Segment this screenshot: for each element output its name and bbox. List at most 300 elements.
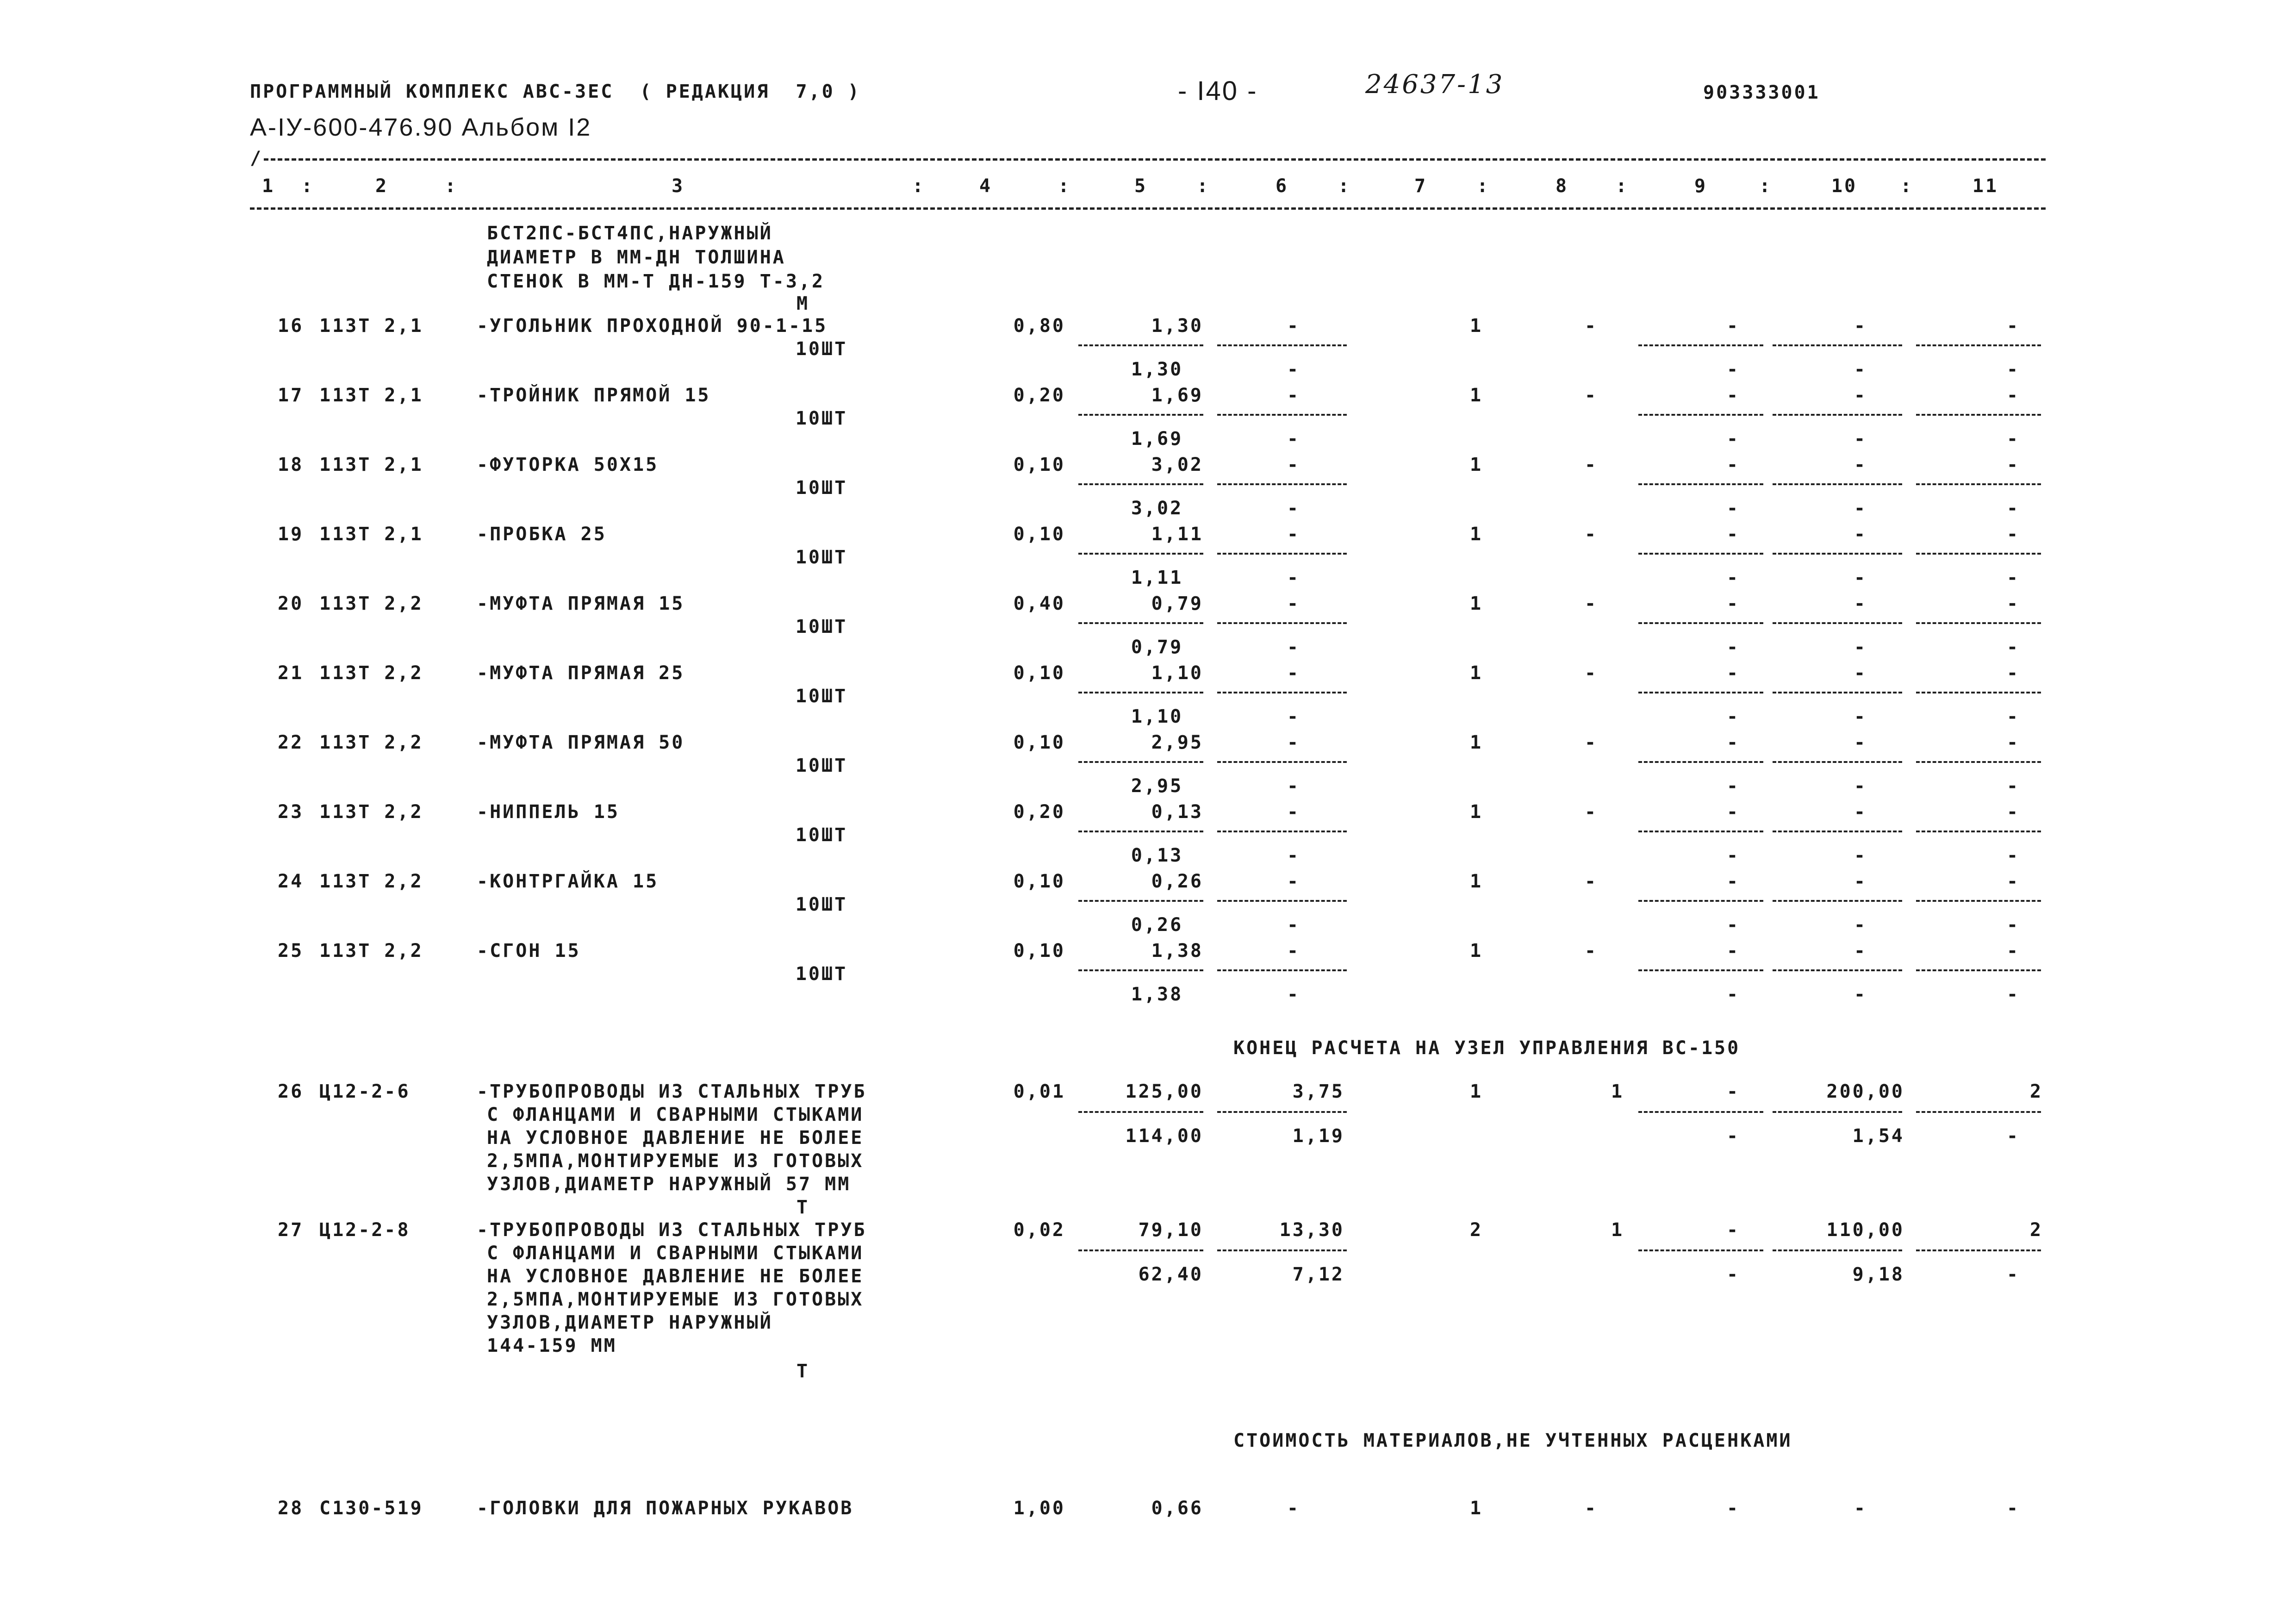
cell-col9-sub: - [1726,1125,1740,1147]
row-unit: 10ШТ [795,408,848,429]
row-unit: 10ШТ [795,547,848,568]
cell-col7: 1 [1469,871,1483,892]
cell-col10: - [1854,524,1867,545]
slash-mark: / [250,148,263,169]
row-code: 113Т 2,2 [319,871,423,892]
cell-col7: 1 [1469,1081,1483,1102]
cell-col11-sub: - [2006,1125,2020,1147]
column-separator: : [1196,175,1210,197]
cell-col10-sub: 9,18 [1852,1264,1904,1285]
cell-col9: - [1726,524,1740,545]
cell-col11-sub: - [2006,1264,2020,1285]
cell-c9-sub: - [1726,706,1740,727]
cell-divider [1217,1111,1347,1113]
cell-col8: - [1584,385,1598,406]
cell-divider [1638,1111,1763,1113]
cell-col4: 0,40 [1013,593,1065,614]
row-unit: 10ШТ [795,616,848,637]
cell-c11-sub: - [2006,567,2020,588]
cell-divider [1217,1249,1347,1251]
cell-col8: - [1584,524,1598,545]
cell-divider [1916,900,2041,902]
cell-col8: - [1584,315,1598,337]
column-header-10: 10 [1831,175,1858,197]
cell-col9: - [1726,662,1740,684]
cell-divider [1078,761,1203,763]
cell-col5: 0,13 [1151,801,1203,823]
cell-c9-sub: - [1726,845,1740,866]
intro-line: БСТ2ПС-БСТ4ПС,НАРУЖНЫЙ [487,223,773,244]
cell-col5: 0,79 [1151,593,1203,614]
cell-col6: - [1287,662,1300,684]
cell-c9-sub: - [1726,359,1740,380]
cell-col8: - [1584,1498,1598,1519]
column-separator: : [1900,175,1914,197]
column-separator: : [1476,175,1490,197]
row-unit: 10ШТ [795,963,848,985]
cell-col5: 125,00 [1125,1081,1203,1102]
cell-col6: - [1287,454,1300,475]
handwritten-number: 24637-13 [1365,69,1505,100]
cell-col4: 0,10 [1013,940,1065,962]
row-description: -КОНТРГАЙКА 15 [477,871,659,892]
cell-c5-sub: 1,10 [1131,706,1183,727]
cell-divider [1078,622,1203,624]
row-description: -НИППЕЛЬ 15 [477,801,620,823]
row-code: 113Т 2,1 [319,524,423,545]
row-code: 113Т 2,2 [319,732,423,753]
row-description: УЗЛОВ,ДИАМЕТР НАРУЖНЫЙ 57 ММ [487,1174,851,1195]
row-unit: Т [796,1197,810,1218]
cell-divider [1773,1111,1902,1113]
cell-col11: - [2006,315,2020,337]
cell-divider [1078,692,1203,693]
cell-col6: 3,75 [1292,1081,1344,1102]
cell-col10: - [1854,593,1867,614]
cell-col5: 1,30 [1151,315,1203,337]
cell-col9-sub: - [1726,1264,1740,1285]
cell-col5: 1,69 [1151,385,1203,406]
page-number: - I40 - [1178,76,1258,106]
row-number: 20 [278,593,304,614]
cell-c6-sub: - [1287,428,1300,450]
cell-col4: 0,01 [1013,1081,1065,1102]
row-number: 22 [278,732,304,753]
cell-col8: 1 [1611,1219,1624,1241]
cell-divider [1916,553,2041,555]
album-title: А-IУ-600-476.90 Альбом I2 [250,113,592,141]
cell-col9: - [1726,1219,1740,1241]
cell-col8: 1 [1611,1081,1624,1102]
cell-col6-sub: 1,19 [1292,1125,1344,1147]
column-header-11: 11 [1972,175,1999,197]
cell-c5-sub: 1,69 [1131,428,1183,450]
cell-col5: 79,10 [1138,1219,1203,1241]
cell-col6: 13,30 [1279,1219,1344,1241]
cell-col11: - [2006,524,2020,545]
cell-col7: 1 [1469,801,1483,823]
row-number: 25 [278,940,304,962]
cell-c10-sub: - [1854,567,1867,588]
cell-divider [1773,969,1902,971]
cell-col6: - [1287,524,1300,545]
cell-col10: - [1854,385,1867,406]
row-number: 27 [278,1219,304,1241]
cell-divider [1078,414,1203,416]
cell-divider [1638,483,1763,485]
cell-c10-sub: - [1854,428,1867,450]
cell-divider [1078,1249,1203,1251]
cell-col4: 1,00 [1013,1498,1065,1519]
cell-col9: - [1726,871,1740,892]
cell-col7: 1 [1469,454,1483,475]
cell-col4: 0,10 [1013,662,1065,684]
cell-col6: - [1287,593,1300,614]
cell-divider [1773,692,1902,693]
cell-divider [1916,622,2041,624]
cell-c5-sub: 3,02 [1131,498,1183,519]
cell-col9: - [1726,732,1740,753]
cell-c11-sub: - [2006,845,2020,866]
cell-col4: 0,80 [1013,315,1065,337]
cell-col9: - [1726,315,1740,337]
cell-col4: 0,20 [1013,801,1065,823]
row-code: С130-519 [319,1498,423,1519]
cell-col9: - [1726,1081,1740,1102]
cell-col10: - [1854,871,1867,892]
row-number: 26 [278,1081,304,1102]
cell-col10: 110,00 [1826,1219,1904,1241]
cell-col8: - [1584,871,1598,892]
cell-c9-sub: - [1726,984,1740,1005]
cell-divider [1916,831,2041,832]
intro-line: СТЕНОК В ММ-Т ДН-159 Т-3,2 [487,271,825,292]
row-description: -ПРОБКА 25 [477,524,607,545]
materials-heading: СТОИМОСТЬ МАТЕРИАЛОВ,НЕ УЧТЕННЫХ РАСЦЕНКАМИ [1233,1430,1792,1451]
row-description: -ГОЛОВКИ ДЛЯ ПОЖАРНЫХ РУКАВОВ [477,1498,854,1519]
column-separator: : [1338,175,1351,197]
cell-divider [1078,900,1203,902]
cell-c6-sub: - [1287,914,1300,936]
cell-c6-sub: - [1287,498,1300,519]
cell-col7: 1 [1469,315,1483,337]
row-description: -СГОН 15 [477,940,581,962]
cell-col8: - [1584,454,1598,475]
cell-c10-sub: - [1854,359,1867,380]
row-number: 21 [278,662,304,684]
cell-c6-sub: - [1287,984,1300,1005]
cell-divider [1916,692,2041,693]
cell-divider [1638,761,1763,763]
column-header-1: 1 [261,175,275,197]
column-header-3: 3 [671,175,685,197]
cell-c6-sub: - [1287,567,1300,588]
cell-col11: 2 [2029,1081,2043,1102]
column-header-8: 8 [1555,175,1569,197]
cell-c5-sub: 0,13 [1131,845,1183,866]
column-header-7: 7 [1414,175,1428,197]
row-number: 18 [278,454,304,475]
cell-divider [1217,969,1347,971]
cell-c5-sub: 0,26 [1131,914,1183,936]
row-description: НА УСЛОВНОЕ ДАВЛЕНИЕ НЕ БОЛЕЕ [487,1266,864,1287]
cell-c6-sub: - [1287,637,1300,658]
cell-c10-sub: - [1854,637,1867,658]
cell-divider [1217,900,1347,902]
cell-c9-sub: - [1726,775,1740,797]
row-unit: 10ШТ [795,477,848,499]
row-description: -МУФТА ПРЯМАЯ 25 [477,662,685,684]
cell-divider [1217,483,1347,485]
cell-col9: - [1726,385,1740,406]
cell-divider [1078,1111,1203,1113]
cell-c5-sub: 2,95 [1131,775,1183,797]
cell-divider [1638,414,1763,416]
cell-c9-sub: - [1726,567,1740,588]
row-unit: 10ШТ [795,824,848,846]
cell-col5: 1,10 [1151,662,1203,684]
cell-col5-sub: 62,40 [1138,1264,1203,1285]
cell-c5-sub: 1,38 [1131,984,1183,1005]
row-description: 2,5МПА,МОНТИРУЕМЫЕ ИЗ ГОТОВЫХ [487,1289,864,1310]
cell-divider [1638,969,1763,971]
cell-divider [1638,553,1763,555]
row-description: -УГОЛЬНИК ПРОХОДНОЙ 90-1-15 [477,315,828,337]
cell-col6: - [1287,385,1300,406]
row-description: -МУФТА ПРЯМАЯ 50 [477,732,685,753]
cell-col6: - [1287,940,1300,962]
cell-col10: 200,00 [1826,1081,1904,1102]
cell-col4: 0,20 [1013,385,1065,406]
cell-col5: 1,11 [1151,524,1203,545]
cell-col5-sub: 114,00 [1125,1125,1203,1147]
row-description: -ТРОЙНИК ПРЯМОЙ 15 [477,385,711,406]
cell-c5-sub: 1,30 [1131,359,1183,380]
cell-divider [1217,831,1347,832]
cell-c11-sub: - [2006,637,2020,658]
cell-divider [1773,1249,1902,1251]
cell-col7: 2 [1469,1219,1483,1241]
cell-col10: - [1854,315,1867,337]
row-unit: 10ШТ [795,686,848,707]
cell-divider [1638,1249,1763,1251]
cell-col6: - [1287,315,1300,337]
row-code: 113Т 2,2 [319,593,423,614]
cell-col6: - [1287,732,1300,753]
cell-c6-sub: - [1287,359,1300,380]
cell-divider [1916,414,2041,416]
cell-col7: 1 [1469,940,1483,962]
cell-col7: 1 [1469,662,1483,684]
cell-c6-sub: - [1287,775,1300,797]
cell-c10-sub: - [1854,845,1867,866]
column-separator: : [1058,175,1071,197]
row-unit: 10ШТ [795,755,848,776]
cell-c10-sub: - [1854,984,1867,1005]
cell-c9-sub: - [1726,637,1740,658]
cell-divider [1217,553,1347,555]
intro-line: ДИАМЕТР В ММ-ДН ТОЛШИНА [487,247,786,268]
row-code: 113Т 2,2 [319,662,423,684]
cell-divider [1217,761,1347,763]
cell-col8: - [1584,940,1598,962]
cell-c9-sub: - [1726,914,1740,936]
cell-col11: - [2006,732,2020,753]
cell-divider [1078,553,1203,555]
cell-col6: - [1287,871,1300,892]
cell-c10-sub: - [1854,498,1867,519]
cell-col4: 0,10 [1013,454,1065,475]
column-separator: : [444,175,458,197]
row-code: Ц12-2-8 [319,1219,411,1241]
cell-col6-sub: 7,12 [1292,1264,1344,1285]
cell-col10: - [1854,662,1867,684]
cell-divider [1916,344,2041,346]
cell-c11-sub: - [2006,359,2020,380]
cell-divider [1773,831,1902,832]
cell-divider [1217,622,1347,624]
top-rule [264,158,2046,161]
cell-col7: 1 [1469,1498,1483,1519]
cell-divider [1916,483,2041,485]
row-description: 2,5МПА,МОНТИРУЕМЫЕ ИЗ ГОТОВЫХ [487,1150,864,1172]
cell-divider [1773,900,1902,902]
row-unit: Т [796,1361,810,1382]
row-description: -МУФТА ПРЯМАЯ 15 [477,593,685,614]
cell-divider [1773,414,1902,416]
cell-c11-sub: - [2006,775,2020,797]
cell-col11: - [2006,454,2020,475]
cell-divider [1773,622,1902,624]
cell-c5-sub: 0,79 [1131,637,1183,658]
row-description: 144-159 ММ [487,1335,617,1356]
cell-col4: 0,10 [1013,524,1065,545]
column-header-4: 4 [979,175,993,197]
cell-divider [1773,344,1902,346]
document-code: 903333001 [1703,82,1820,103]
row-number: 19 [278,524,304,545]
cell-col8: - [1584,593,1598,614]
cell-col10: - [1854,1498,1867,1519]
cell-divider [1217,692,1347,693]
cell-divider [1078,969,1203,971]
cell-col9: - [1726,801,1740,823]
cell-col10: - [1854,732,1867,753]
cell-c10-sub: - [1854,706,1867,727]
cell-divider [1916,1111,2041,1113]
cell-col6: - [1287,1498,1300,1519]
cell-divider [1773,483,1902,485]
cell-divider [1916,761,2041,763]
cell-col11: 2 [2029,1219,2043,1241]
row-description: -ФУТОРКА 50Х15 [477,454,659,475]
cell-c11-sub: - [2006,498,2020,519]
column-separator: : [1615,175,1629,197]
cell-divider [1638,831,1763,832]
cell-col8: - [1584,801,1598,823]
cell-col11: - [2006,593,2020,614]
cell-divider [1916,969,2041,971]
cell-col11: - [2006,385,2020,406]
column-header-5: 5 [1134,175,1148,197]
row-code: 113Т 2,1 [319,454,423,475]
cell-col7: 1 [1469,524,1483,545]
column-separator: : [1759,175,1773,197]
cell-col5: 1,38 [1151,940,1203,962]
cell-divider [1217,414,1347,416]
cell-col11: - [2006,1498,2020,1519]
row-unit: 10ШТ [795,338,848,360]
cell-divider [1638,622,1763,624]
row-number: 16 [278,315,304,337]
cell-c6-sub: - [1287,845,1300,866]
cell-col11: - [2006,662,2020,684]
section-end-label: КОНЕЦ РАСЧЕТА НА УЗЕЛ УПРАВЛЕНИЯ ВС-150 [1233,1037,1741,1059]
cell-divider [1638,900,1763,902]
row-number: 23 [278,801,304,823]
row-description: С ФЛАНЦАМИ И СВАРНЫМИ СТЫКАМИ [487,1243,864,1264]
column-header-2: 2 [375,175,389,197]
intro-unit: М [796,293,810,314]
column-separator: : [301,175,315,197]
column-header-6: 6 [1275,175,1289,197]
cell-col9: - [1726,940,1740,962]
cell-divider [1217,344,1347,346]
cell-col8: - [1584,662,1598,684]
cell-c11-sub: - [2006,706,2020,727]
column-header-9: 9 [1694,175,1708,197]
cell-col10: - [1854,454,1867,475]
row-unit: 10ШТ [795,894,848,915]
cell-col4: 0,10 [1013,732,1065,753]
row-number: 17 [278,385,304,406]
row-code: 113Т 2,2 [319,801,423,823]
cell-col5: 0,26 [1151,871,1203,892]
row-code: 113Т 2,1 [319,385,423,406]
cell-c11-sub: - [2006,428,2020,450]
program-title: ПРОГРАММНЫЙ КОМПЛЕКС АВС-3ЕС ( РЕДАКЦИЯ 7,0 ) [250,81,861,102]
row-code: 113Т 2,1 [319,315,423,337]
cell-col7: 1 [1469,593,1483,614]
row-code: Ц12-2-6 [319,1081,411,1102]
cell-divider [1773,553,1902,555]
cell-col11: - [2006,940,2020,962]
cell-col9: - [1726,1498,1740,1519]
cell-c9-sub: - [1726,428,1740,450]
row-number: 24 [278,871,304,892]
row-code: 113Т 2,2 [319,940,423,962]
cell-c9-sub: - [1726,498,1740,519]
cell-c11-sub: - [2006,914,2020,936]
cell-divider [1078,483,1203,485]
cell-divider [1078,831,1203,832]
header-rule [250,207,2046,210]
row-description: УЗЛОВ,ДИАМЕТР НАРУЖНЫЙ [487,1312,773,1333]
column-separator: : [912,175,926,197]
cell-divider [1773,761,1902,763]
cell-col7: 1 [1469,385,1483,406]
row-description: -ТРУБОПРОВОДЫ ИЗ СТАЛЬНЫХ ТРУБ [477,1081,867,1102]
cell-col8: - [1584,732,1598,753]
cell-col10: - [1854,801,1867,823]
cell-c11-sub: - [2006,984,2020,1005]
cell-col7: 1 [1469,732,1483,753]
cell-col11: - [2006,871,2020,892]
cell-col10: - [1854,940,1867,962]
cell-c6-sub: - [1287,706,1300,727]
cell-col9: - [1726,454,1740,475]
cell-divider [1916,1249,2041,1251]
